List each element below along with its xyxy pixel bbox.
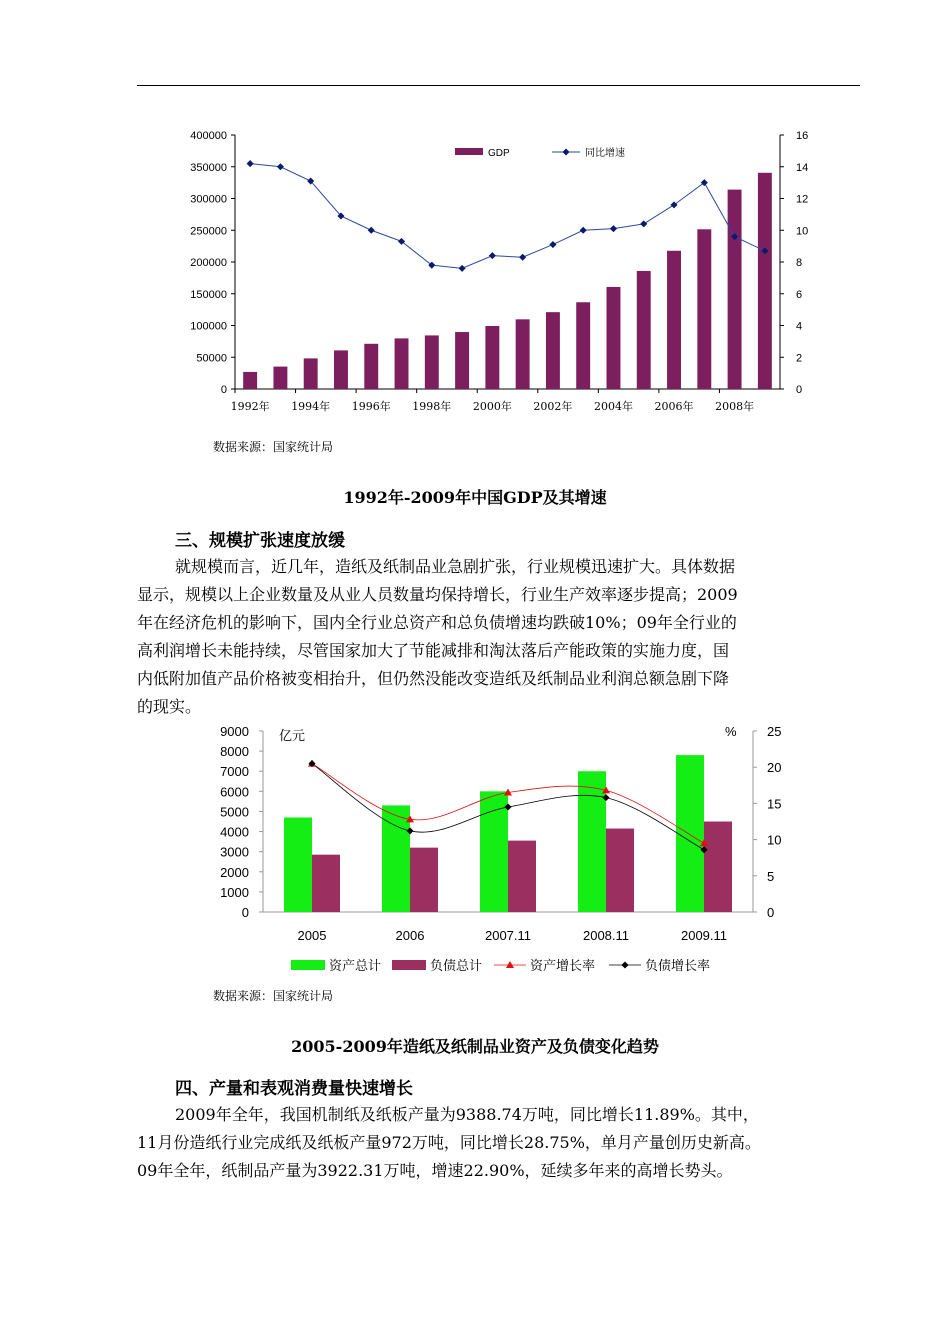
y-unit-label: 亿元 <box>279 729 306 744</box>
y2-tick-label: 20 <box>767 760 782 776</box>
legend-asset-growth-label: 资产增长率 <box>530 959 596 974</box>
y-tick-label: 150000 <box>190 288 227 301</box>
gdp-bar <box>485 326 499 389</box>
y-tick-label: 3000 <box>220 844 249 860</box>
y-tick-label: 0 <box>241 905 249 920</box>
section4-paragraph <box>137 1101 860 1185</box>
section4-heading: 四、产量和表观消费量快速增长 <box>175 1079 413 1099</box>
gdp-bar <box>243 372 257 389</box>
x-tick-label: 2009.11 <box>680 928 728 943</box>
y2-tick-label: 10 <box>767 832 782 848</box>
y2-tick-label: 0 <box>767 905 775 920</box>
growth-point <box>368 227 375 234</box>
x-tick-label: 1998年 <box>412 400 452 413</box>
gdp-bar <box>728 190 742 389</box>
gdp-bar <box>334 350 348 389</box>
y-tick-label: 50000 <box>196 352 227 365</box>
y2-tick-label: 4 <box>796 320 803 333</box>
y2-tick-label: 16 <box>796 130 809 142</box>
asset-bar <box>578 771 606 912</box>
y2-tick-label: 15 <box>767 796 782 812</box>
x-tick-label: 2006年 <box>654 400 694 413</box>
growth-point <box>670 201 677 208</box>
x-tick-label: 1996年 <box>351 400 391 413</box>
legend-asset-growth-marker <box>506 961 514 968</box>
x-tick-label: 2000年 <box>472 400 512 413</box>
gdp-bar <box>758 173 772 389</box>
chart2-caption: 2005-2009年造纸及纸制品业资产及负债变化趋势 <box>291 1037 659 1056</box>
section4-line: 11月份造纸行业完成纸及纸板产量972万吨，同比增长28.75%，单月产量创历史新高。 <box>137 1133 761 1152</box>
gdp-bar <box>364 344 378 389</box>
legend-growth-label: 同比增速 <box>585 148 625 159</box>
y-tick-label: 400000 <box>190 130 227 142</box>
y2-tick-label: 8 <box>796 257 803 269</box>
chart2-source: 数据来源：国家统计局 <box>213 989 334 1003</box>
y-tick-label: 1000 <box>220 884 249 900</box>
growth-point <box>610 225 617 232</box>
x-tick-label: 2002年 <box>533 400 573 413</box>
y2-tick-label: 12 <box>796 193 809 206</box>
growth-point <box>519 254 526 261</box>
gdp-bar <box>425 335 439 389</box>
y2-tick-label: 25 <box>767 724 782 739</box>
y-tick-label: 350000 <box>190 161 227 174</box>
header-rule <box>137 85 860 86</box>
asset-liability-chart-svg <box>205 718 790 983</box>
section4-line: 09年全年，纸制品产量为3922.31万吨，增速22.90%，延续多年来的高增长势头。 <box>137 1161 733 1180</box>
gdp-bar <box>273 367 287 389</box>
gdp-bar <box>516 319 530 389</box>
legend-growth-marker <box>562 148 569 155</box>
y-tick-label: 0 <box>220 384 227 396</box>
growth-point <box>247 160 254 167</box>
growth-line <box>250 164 765 269</box>
x-tick-label: 1992年 <box>230 400 270 413</box>
chart1-source: 数据来源：国家统计局 <box>213 440 334 454</box>
legend-gdp-swatch <box>455 148 483 155</box>
x-tick-label: 1994年 <box>291 400 331 413</box>
y2-tick-label: 14 <box>796 161 809 174</box>
x-tick-label: 2004年 <box>593 400 633 413</box>
growth-point <box>459 265 466 272</box>
growth-point <box>701 179 708 186</box>
gdp-bar <box>637 271 651 389</box>
section3-line: 的现实。 <box>137 697 202 716</box>
section3-line: 高利润增长未能持续，尽管国家加大了节能减排和淘汰落后产能政策的实施力度，国 <box>137 641 730 660</box>
asset-bar <box>284 817 312 912</box>
section3-line: 显示，规模以上企业数量及从业人员数量均保持增长，行业生产效率逐步提高；2009 <box>137 585 738 604</box>
gdp-bar <box>455 332 469 389</box>
y-tick-label: 6000 <box>220 784 249 800</box>
gdp-bar <box>667 251 681 389</box>
asset-bar <box>480 791 508 912</box>
gdp-bar <box>607 287 621 389</box>
y2-tick-label: 5 <box>767 868 775 884</box>
section4-line: 2009年全年，我国机制纸及纸板产量为9388.74万吨，同比增长11.89%。其中， <box>175 1105 759 1124</box>
gdp-chart-svg <box>180 125 820 420</box>
asset-liability-chart <box>205 718 790 983</box>
liability-bar <box>312 855 340 912</box>
y-tick-label: 4000 <box>220 824 249 840</box>
y2-tick-label: 10 <box>796 225 809 238</box>
growth-point <box>640 220 647 227</box>
y-tick-label: 2000 <box>220 864 249 880</box>
y-tick-label: 100000 <box>190 320 227 333</box>
y-tick-label: 8000 <box>220 744 249 760</box>
gdp-bar <box>304 358 318 389</box>
y-tick-label: 250000 <box>190 225 227 238</box>
chart1-caption: 1992年-2009年中国GDP及其增速 <box>343 488 607 507</box>
growth-point <box>489 252 496 259</box>
legend-liability-swatch <box>392 960 426 970</box>
y2-tick-label: 2 <box>796 352 803 365</box>
legend-asset-label: 资产总计 <box>329 959 382 974</box>
y-tick-label: 7000 <box>220 764 249 780</box>
liability-bar <box>704 822 732 913</box>
y-tick-label: 5000 <box>220 804 249 820</box>
x-tick-label: 2007.11 <box>484 928 532 943</box>
y2-tick-label: 6 <box>796 288 803 301</box>
x-tick-label: 2006 <box>395 928 425 943</box>
growth-point <box>549 241 556 248</box>
gdp-bar <box>697 229 711 389</box>
section3-line: 就规模而言，近几年，造纸及纸制品业急剧扩张，行业规模迅速扩大。具体数据 <box>175 557 736 576</box>
growth-point <box>580 227 587 234</box>
legend-gdp-label: GDP <box>488 148 510 159</box>
gdp-chart <box>180 125 820 420</box>
legend-liability-growth-marker <box>621 961 628 968</box>
gdp-bar <box>395 338 409 389</box>
section3-paragraph <box>137 553 860 721</box>
liability-bar <box>410 848 438 912</box>
legend-liability-growth-label: 负债增长率 <box>645 959 711 974</box>
section3-line: 年在经济危机的影响下，国内全行业总资产和总负债增速均跌破10%；09年全行业的 <box>137 613 737 632</box>
x-tick-label: 2008年 <box>715 400 755 413</box>
y2-tick-label: 0 <box>796 384 803 396</box>
legend-asset-swatch <box>291 960 325 970</box>
asset-bar <box>382 805 410 912</box>
gdp-bar <box>576 302 590 389</box>
x-tick-label: 2005 <box>297 928 327 943</box>
y-tick-label: 9000 <box>220 724 249 739</box>
section3-heading: 三、规模扩张速度放缓 <box>175 531 345 551</box>
y-tick-label: 300000 <box>190 193 227 206</box>
liability-bar <box>606 829 634 912</box>
legend-liability-label: 负债总计 <box>430 959 483 974</box>
section3-line: 内低附加值产品价格被变相抬升，但仍然没能改变造纸及纸制品业利润总额急剧下降 <box>137 669 730 688</box>
y-tick-label: 200000 <box>190 257 227 269</box>
y2-unit-label: % <box>725 724 737 739</box>
growth-point <box>277 163 284 170</box>
liability-bar <box>508 841 536 912</box>
asset-bar <box>676 755 704 912</box>
x-tick-label: 2008.11 <box>582 928 630 943</box>
gdp-bar <box>546 312 560 389</box>
